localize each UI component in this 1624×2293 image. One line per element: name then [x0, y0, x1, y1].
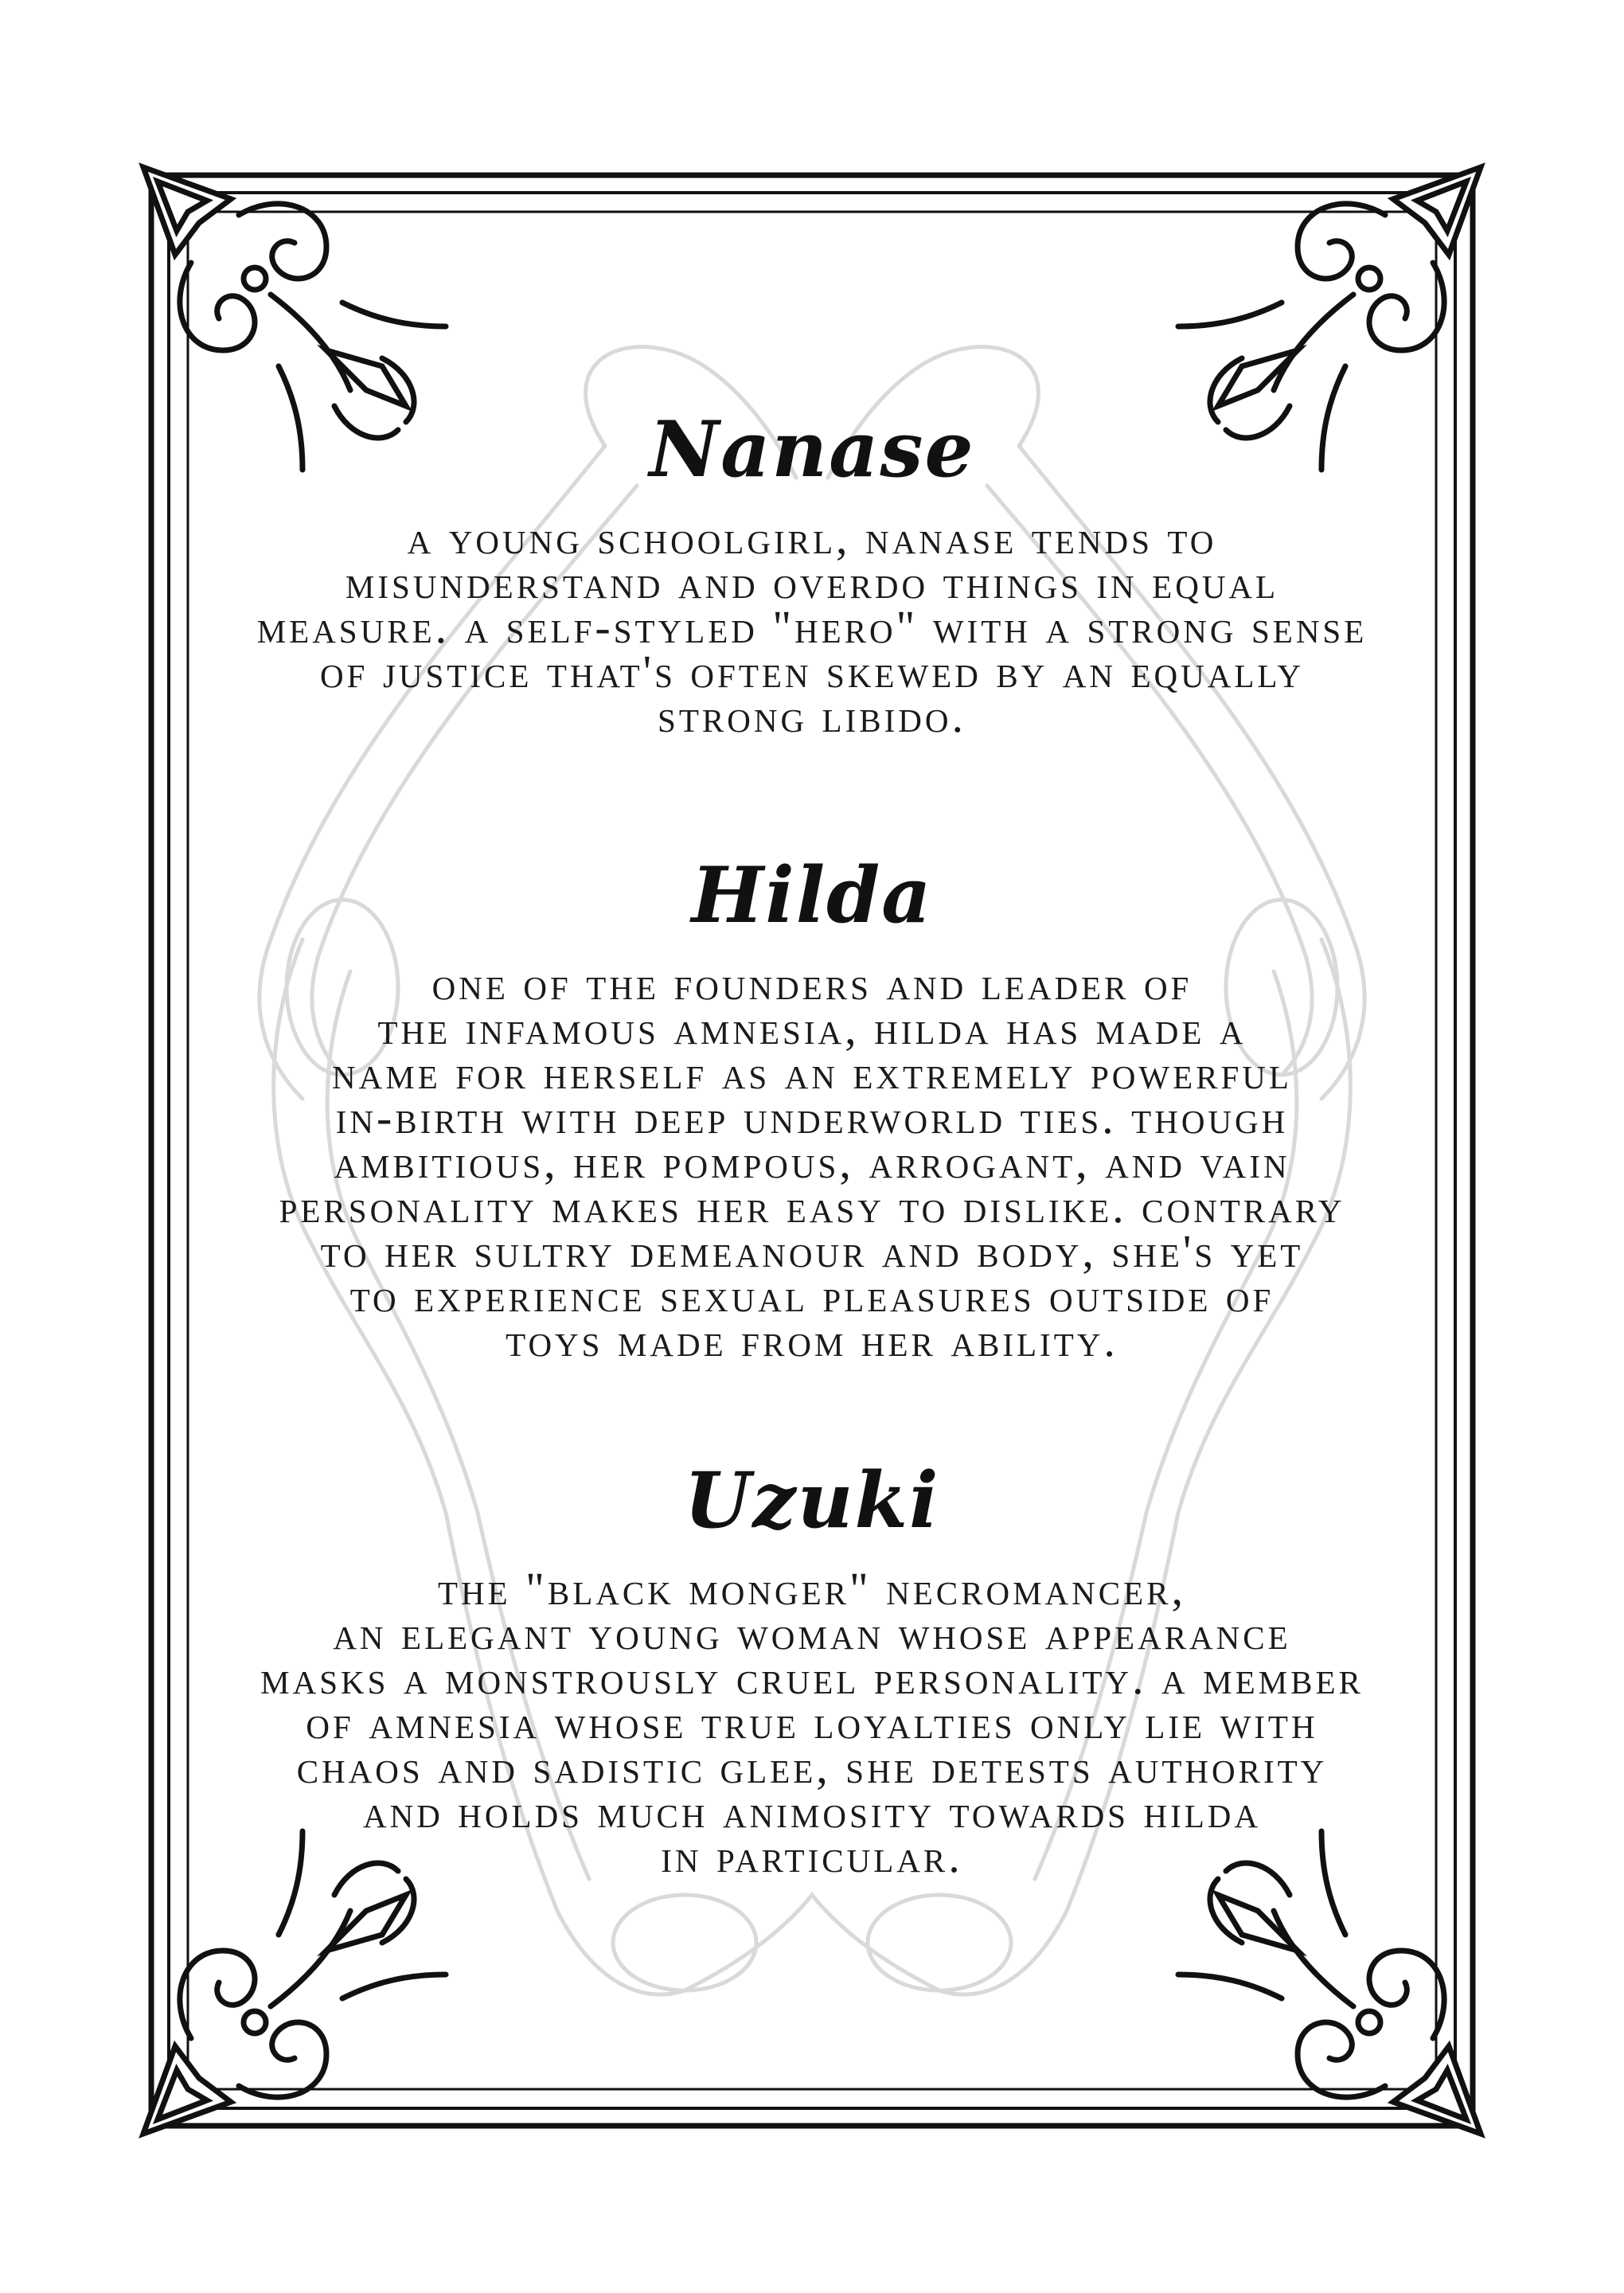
- character-description: the "black monger" necromancer, an elegant young woman whose appearance masks a monstrously cruel personality. a member of amnesia whose true loyalties only lie with chaos and sadistic glee, she detests authority and holds much animosity towards hilda in particular.: [260, 1563, 1364, 1882]
- character-name: Nanase: [649, 404, 975, 494]
- character-description: a young schoolgirl, nanase tends to misunderstand and overdo things in equal measure. a self-styled "hero" with a strong sense of justice that's often skewed by an equally strong libido.: [256, 512, 1368, 742]
- character-name: Uzuki: [684, 1455, 940, 1545]
- character-description: one of the founders and leader of the infamous amnesia, hilda has made a name for herself as an extremely powerful in-birth with deep underworld ties. though ambitious, her pompous, arrogant, and vain personality makes her easy to dislike. contrary to her sultry demeanour and body, she's yet to experience sexual pleasures outside of toys made from her ability.: [279, 958, 1345, 1366]
- character-name: Hilda: [691, 850, 933, 940]
- character-nanase: [239, 404, 1385, 742]
- character-profiles: [239, 374, 1385, 1951]
- character-hilda: [239, 850, 1385, 1366]
- character-uzuki: [239, 1455, 1385, 1882]
